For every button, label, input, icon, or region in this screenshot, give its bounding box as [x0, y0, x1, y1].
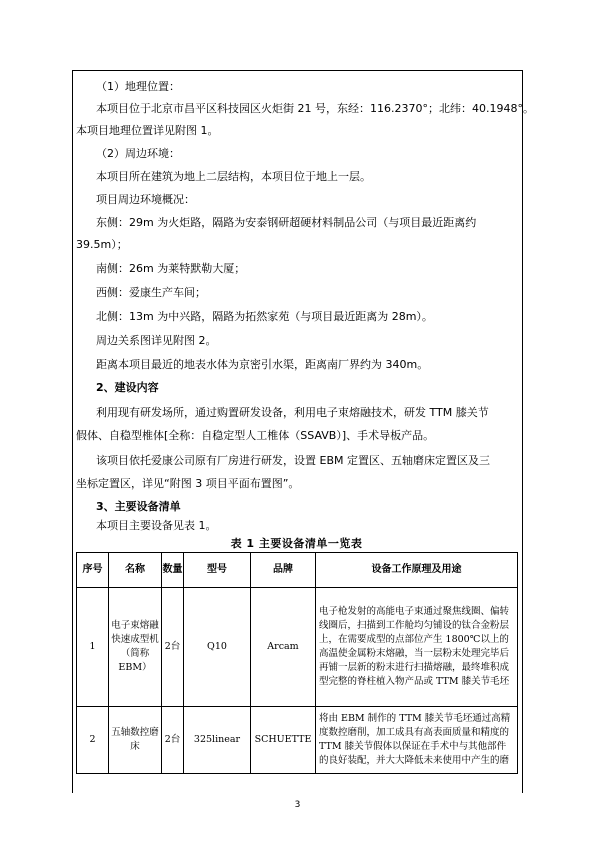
- cell-desc: 将由 EBM 制作的 TTM 膝关节毛坯通过高精度数控磨削，加工成具有高表面质量和精度的 TTM 膝关节假体以保证在手术中与其他部件的良好装配，并大大降低未来使用中产生的磨: [316, 707, 518, 774]
- table-header-row: [77, 553, 518, 588]
- header-name: 名称: [109, 553, 162, 588]
- page-number: 3: [294, 800, 301, 810]
- construction-text: 利用现有研发场所，通过购置研发设备，利用电子束熔融技术，研发 TTM 膝关节: [96, 406, 489, 419]
- table-caption: 表 1 主要设备清单一览表: [230, 537, 363, 550]
- layout-text-cont: 坐标定置区，详见“附图 3 项目平面布置图”。: [76, 477, 300, 490]
- surround-figure-ref: 周边关系图详见附图 2。: [96, 334, 217, 347]
- cell-seq: 1: [77, 588, 109, 707]
- east-side-text-cont: 39.5m）；: [76, 238, 128, 251]
- section-construction-title: 2、建设内容: [96, 381, 159, 394]
- header-seq: 序号: [77, 553, 109, 588]
- cell-brand: SCHUETTE: [251, 707, 316, 774]
- south-side-text: 南侧：26m 为莱特默勒大厦；: [96, 262, 246, 275]
- equipment-table: [76, 552, 518, 774]
- table-row: [77, 707, 518, 774]
- construction-text-cont: 假体、自稳型椎体[全称：自稳定型人工椎体（SSAVB）]、手术导板产品。: [76, 429, 435, 442]
- cell-qty: 2台: [162, 707, 184, 774]
- geo-location-text: 本项目位于北京市昌平区科技园区火炬街 21 号，东经：116.2370°；北纬：40.1948°。: [96, 102, 534, 115]
- building-text: 本项目所在建筑为地上二层结构，本项目位于地上一层。: [96, 170, 371, 183]
- geo-figure-ref: 本项目地理位置详见附图 1。: [76, 124, 219, 137]
- cell-brand: Arcam: [251, 588, 316, 707]
- west-side-text: 西侧：爱康生产车间；: [96, 286, 206, 299]
- header-model: 型号: [184, 553, 251, 588]
- east-side-text: 东侧：29m 为火炬路，隔路为安泰钢研超硬材料制品公司（与项目最近距离约: [96, 216, 477, 229]
- surround-overview: 项目周边环境概况：: [96, 193, 195, 206]
- cell-name: 电子束熔融快速成型机（简称 EBM）: [109, 588, 162, 707]
- layout-text: 该项目依托爱康公司原有厂房进行研发，设置 EBM 定置区、五轴磨床定置区及三: [96, 454, 490, 467]
- cell-model: 325linear: [184, 707, 251, 774]
- cell-desc: 电子枪发射的高能电子束通过聚焦线圈、偏转线圈后，扫描到工作舱均匀铺设的钛合金粉层上，在需要成型的点部位产生 1800℃以上的高温使金属粉末熔融，当一层粉末处理完毕后再铺一层新的粉末进行扫描熔融，最终堆积成型完整的脊柱植入物产品或 TTM 膝关节毛坯: [316, 588, 518, 707]
- cell-model: Q10: [184, 588, 251, 707]
- cell-qty: 2台: [162, 588, 184, 707]
- section-equipment-title: 3、主要设备清单: [96, 500, 181, 513]
- section-geo-title: （1）地理位置：: [96, 80, 180, 93]
- north-side-text: 北侧：13m 为中兴路，隔路为拓然家苑（与项目最近距离为 28m）。: [96, 310, 433, 323]
- header-brand: 品牌: [251, 553, 316, 588]
- cell-name: 五轴数控磨床: [109, 707, 162, 774]
- water-body-text: 距离本项目最近的地表水体为京密引水渠，距离南厂界约为 340m。: [96, 358, 429, 371]
- equipment-table-ref: 本项目主要设备见表 1。: [96, 519, 217, 532]
- header-desc: 设备工作原理及用途: [316, 553, 518, 588]
- cell-seq: 2: [77, 707, 109, 774]
- section-surround-title: （2）周边环境：: [96, 147, 180, 160]
- table-row: [77, 588, 518, 707]
- header-qty: 数量: [162, 553, 184, 588]
